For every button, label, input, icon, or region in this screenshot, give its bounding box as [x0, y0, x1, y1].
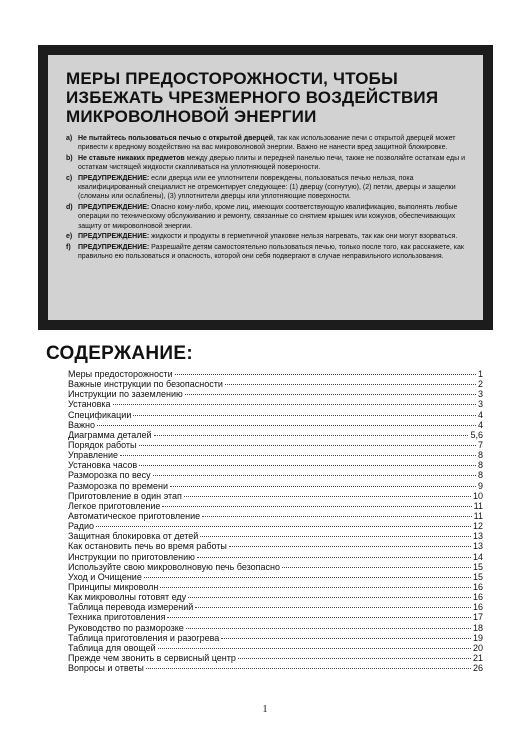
toc-leader-dots	[225, 384, 476, 385]
toc-entry-page: 8	[477, 460, 483, 471]
toc-entry[interactable]	[68, 511, 483, 521]
toc-entry-title: Установка часов	[68, 460, 138, 471]
toc-entry-page: 8	[477, 450, 483, 461]
toc-entry-page: 3	[477, 389, 483, 400]
toc-entry[interactable]	[68, 592, 483, 602]
warning-item-letter: e)	[66, 233, 73, 241]
toc-entry[interactable]	[68, 663, 483, 673]
toc-entry[interactable]	[68, 531, 483, 541]
warning-item-body: Разрешайте детям самостоятельно пользоваться печью, только после того, как расскажете, как правильно ею пользоваться и опасность, которой они себя подвергают в случае неправильного использования.	[78, 244, 464, 261]
toc-leader-dots	[96, 526, 471, 527]
warning-item-letter: d)	[66, 204, 73, 212]
toc-entry-title: Таблица перевода измерений	[68, 602, 194, 613]
toc-entry[interactable]	[68, 450, 483, 460]
toc-entry-page: 13	[472, 531, 483, 542]
toc-entry-page: 9	[477, 480, 483, 491]
toc-entry[interactable]	[68, 379, 483, 389]
warning-item-text	[78, 232, 469, 241]
toc-leader-dots	[113, 404, 476, 405]
warning-item-letter: c)	[66, 175, 73, 182]
toc-entry-title: Защитная блокировка от детей	[68, 531, 199, 542]
toc-entry-page: 16	[472, 581, 483, 592]
toc-leader-dots	[202, 516, 471, 517]
warning-item	[66, 243, 469, 261]
warning-item	[66, 174, 469, 202]
warning-item-text	[78, 174, 469, 202]
toc-leader-dots	[175, 374, 476, 375]
toc-leader-dots	[97, 425, 476, 426]
toc-entry-title: Инструкции по заземлению	[68, 389, 183, 400]
toc-leader-dots	[186, 628, 471, 629]
toc-entry-page: 21	[472, 652, 483, 663]
warning-item-text	[78, 134, 469, 152]
toc-entry-page: 16	[472, 602, 483, 613]
toc-entry-title: Важно	[68, 419, 96, 430]
warning-item-letter: a)	[66, 135, 73, 142]
toc-entry-title: Вопросы и ответы	[68, 663, 144, 674]
table-of-contents	[68, 369, 483, 673]
toc-entry[interactable]	[68, 420, 483, 430]
warning-item-body: если дверца или ее уплотнители повреждены, пользоваться печью нельзя, пока квалифицированный специалист не отремонтирует следующее: (1) дверцу (согнутую), (2) петли, дверцы и защелки (сломаны или ослаблены), (3) уплотнители дверцы или уплотняющие поверхности.	[78, 175, 456, 201]
toc-leader-dots	[221, 638, 471, 639]
toc-entry-page: 3	[477, 399, 483, 410]
toc-leader-dots	[200, 536, 471, 537]
toc-leader-dots	[195, 607, 471, 608]
warning-list	[66, 134, 469, 262]
toc-entry-title: Радио	[68, 521, 94, 532]
toc-leader-dots	[184, 496, 471, 497]
toc-entry-title: Как остановить печь во время работы	[68, 541, 227, 552]
toc-entry-page: 11	[473, 510, 483, 521]
warning-item-body: Опасно кому-либо, кроме лиц, имеющих соответствующую квалификацию, выполнять любые операции по техническому обслуживанию и ремонту, связанные со снятием крышек или кожухов, обеспечивающих защиту от микроволновой энергии.	[78, 204, 458, 230]
toc-entry[interactable]	[68, 643, 483, 653]
toc-entry-page: 11	[473, 500, 483, 511]
warning-item-text	[78, 243, 469, 261]
toc-leader-dots	[154, 435, 469, 436]
toc-entry-page: 10	[472, 490, 483, 501]
toc-leader-dots	[144, 577, 471, 578]
toc-entry-page: 13	[472, 541, 483, 552]
toc-entry-page: 16	[472, 592, 483, 603]
warning-item-text	[78, 203, 469, 231]
toc-entry-title: Руководство по разморозке	[68, 622, 184, 633]
toc-entry[interactable]	[68, 541, 483, 551]
toc-leader-dots	[229, 546, 471, 547]
toc-entry-title: Таблица для овощей	[68, 642, 156, 653]
toc-entry-page: 4	[477, 409, 483, 420]
toc-leader-dots	[146, 668, 471, 669]
toc-entry-title: Установка	[68, 399, 111, 410]
toc-entry[interactable]	[68, 410, 483, 420]
warning-box	[38, 45, 493, 330]
toc-entry-title: Спецификации	[68, 409, 132, 420]
toc-entry-title: Уход и Очищение	[68, 571, 142, 582]
toc-entry[interactable]	[68, 562, 483, 572]
toc-entry[interactable]	[68, 399, 483, 409]
toc-entry-page: 7	[477, 439, 483, 450]
toc-entry[interactable]	[68, 582, 483, 592]
toc-leader-dots	[167, 617, 471, 618]
warning-item-body: между дверью плиты и передней панелью печи, также не позволяйте остаткам еды и остаткам чистящей жидкости скапливаться на уплотняющей поверхности.	[78, 155, 465, 172]
warning-item-text	[78, 154, 469, 172]
warning-item-bold: ПРЕДУПРЕЖДЕНИЕ:	[78, 175, 150, 182]
toc-leader-dots	[162, 506, 471, 507]
toc-entry-title: Управление	[68, 450, 119, 461]
warning-title-line: МЕРЫ ПРЕДОСТОРОЖНОСТИ, ЧТОБЫ	[66, 69, 398, 88]
toc-leader-dots	[160, 587, 471, 588]
toc-entry[interactable]	[68, 521, 483, 531]
toc-entry-page: 12	[472, 521, 483, 532]
toc-entry-page: 14	[472, 551, 483, 562]
toc-entry[interactable]	[68, 369, 483, 379]
warning-title-line: ИЗБЕЖАТЬ ЧРЕЗМЕРНОГО ВОЗДЕЙСТВИЯ	[66, 88, 439, 107]
toc-entry-title: Прежде чем звонить в сервисный центр	[68, 652, 236, 663]
toc-entry[interactable]	[68, 389, 483, 399]
toc-entry[interactable]	[68, 491, 483, 501]
toc-leader-dots	[282, 567, 471, 568]
toc-entry[interactable]	[68, 623, 483, 633]
page-number: 1	[262, 704, 268, 715]
warning-title-line: МИКРОВОЛНОВОЙ ЭНЕРГИИ	[66, 107, 317, 126]
toc-entry-page: 19	[472, 632, 483, 643]
toc-entry[interactable]	[68, 430, 483, 440]
toc-entry-title: Меры предосторожности	[68, 369, 173, 379]
toc-entry[interactable]	[68, 501, 483, 511]
toc-leader-dots	[158, 648, 471, 649]
toc-entry-title: Легкое приготовление	[68, 500, 161, 511]
toc-entry-title: Диаграмма деталей	[68, 429, 152, 440]
toc-leader-dots	[185, 394, 476, 395]
toc-entry[interactable]	[68, 633, 483, 643]
toc-entry[interactable]	[68, 612, 483, 622]
toc-entry-page: 18	[472, 622, 483, 633]
toc-entry-title: Принципы микроволн	[68, 581, 159, 592]
toc-entry-page: 8	[477, 470, 483, 481]
toc-entry-page: 20	[472, 642, 483, 653]
toc-entry[interactable]	[68, 552, 483, 562]
toc-entry[interactable]	[68, 460, 483, 470]
toc-entry-page: 1	[477, 369, 483, 379]
toc-leader-dots	[120, 455, 476, 456]
warning-item-bold: ПРЕДУПРЕЖДЕНИЕ:	[78, 233, 150, 241]
toc-entry[interactable]	[68, 572, 483, 582]
toc-entry-page: 5,6	[470, 429, 483, 440]
toc-leader-dots	[139, 445, 476, 446]
toc-entry-title: Разморозка по времени	[68, 480, 168, 491]
toc-leader-dots	[188, 597, 471, 598]
toc-entry-page: 4	[477, 419, 483, 430]
warning-item-body: жидкости и продукты в герметичной упаковке нельзя нагревать, так как они могут взорваться.	[149, 233, 458, 241]
toc-leader-dots	[139, 465, 476, 466]
warning-panel	[48, 55, 483, 320]
warning-item-bold: ПРЕДУПРЕЖДЕНИЕ:	[78, 204, 150, 212]
toc-entry-title: Приготовление в один этап	[68, 490, 182, 501]
toc-entry-title: Инструкции по приготовлению	[68, 551, 195, 562]
toc-leader-dots	[197, 557, 471, 558]
warning-item-letter: f)	[66, 244, 71, 252]
warning-item-body: , так как использование печи с открытой дверцей может привести к вредному воздействию на вас микроволновой энергии. Важно не нанести вред защитной блокировке.	[78, 135, 456, 152]
toc-entry[interactable]	[68, 602, 483, 612]
toc-entry-title: Автоматическое приготовление	[68, 510, 201, 521]
toc-entry-title: Таблица приготовления и разогрева	[68, 632, 220, 643]
toc-leader-dots	[238, 658, 471, 659]
toc-entry-page: 15	[472, 571, 483, 582]
toc-entry-title: Техника приготовления	[68, 612, 166, 623]
toc-entry[interactable]	[68, 440, 483, 450]
toc-entry-title: Важные инструкции по безопасности	[68, 379, 223, 390]
warning-item	[66, 154, 469, 172]
toc-heading: СОДЕРЖАНИЕ:	[46, 343, 193, 364]
toc-entry-page: 17	[472, 612, 483, 623]
warning-item-letter: b)	[66, 155, 73, 162]
warning-title	[66, 69, 469, 126]
toc-leader-dots	[133, 415, 476, 416]
toc-entry-page: 15	[472, 561, 483, 572]
toc-entry-title: Порядок работы	[68, 439, 137, 450]
warning-item-bold: Не ставьте никаких предметов	[78, 155, 185, 162]
toc-entry[interactable]	[68, 470, 483, 480]
toc-entry-title: Используйте свою микроволновую печь безопасно	[68, 561, 281, 572]
toc-entry-page: 2	[477, 379, 483, 390]
toc-entry-title: Как микроволны готовят еду	[68, 592, 187, 603]
warning-item	[66, 134, 469, 152]
toc-leader-dots	[153, 475, 476, 476]
toc-entry[interactable]	[68, 481, 483, 491]
warning-item	[66, 203, 469, 231]
toc-entry-title: Разморозка по весу	[68, 470, 151, 481]
warning-item	[66, 232, 469, 241]
toc-entry[interactable]	[68, 653, 483, 663]
warning-item-bold: ПРЕДУПРЕЖДЕНИЕ:	[78, 244, 150, 252]
warning-item-bold: Не пытайтесь пользоваться печью с открытой дверцей	[78, 135, 274, 142]
toc-leader-dots	[170, 486, 476, 487]
toc-entry-page: 26	[472, 663, 483, 674]
